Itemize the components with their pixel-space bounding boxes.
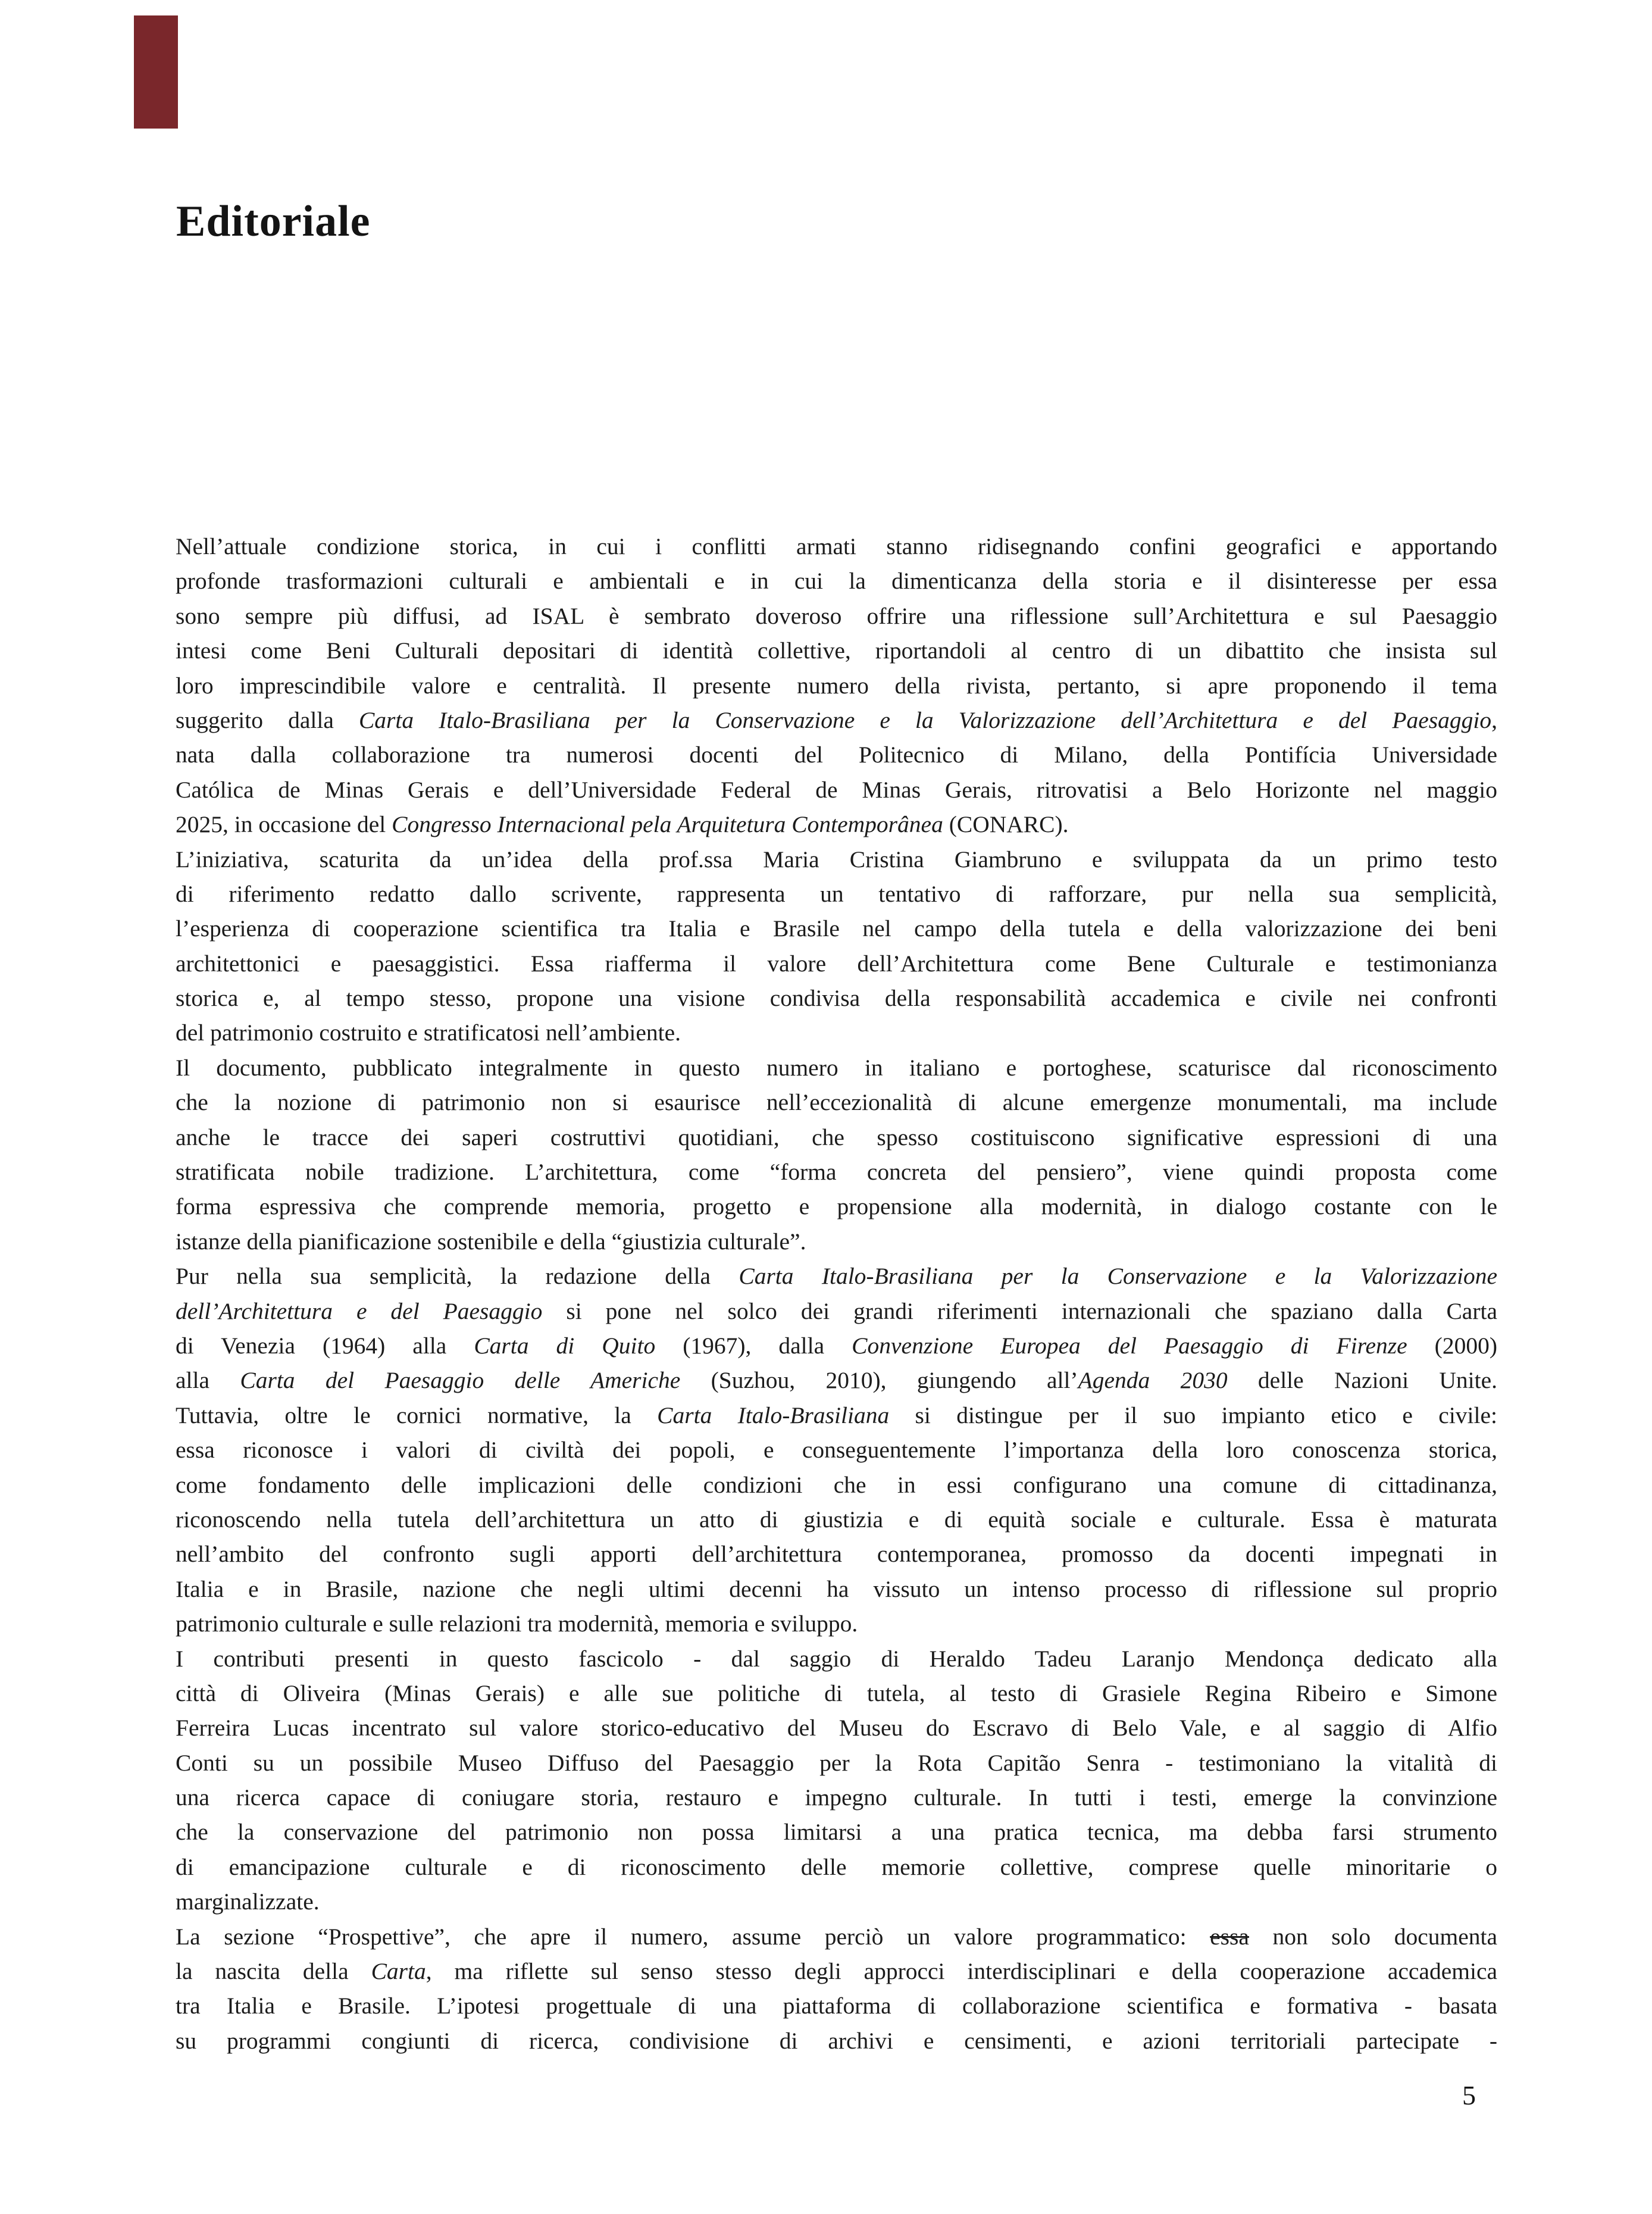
text-line: [176, 1988, 1497, 2023]
text-line: [176, 1710, 1497, 1745]
text-segment: che la nozione di patrimonio non si esaurisce nell’eccezionalità di alcune emergenze monumentali, ma include: [176, 1089, 1497, 1116]
text-line: [176, 1294, 1497, 1328]
text-segment: Congresso Internacional pela Arquitetura Contemporânea: [392, 811, 943, 838]
text-segment: (Suzhou, 2010), giungendo all’: [680, 1367, 1078, 1394]
text-segment: si distingue per il suo impianto etico e civile:: [889, 1402, 1497, 1428]
text-line: [176, 1502, 1497, 1537]
text-line: [176, 1328, 1497, 1363]
text-segment: forma espressiva che comprende memoria, progetto e propensione alla modernità, in dialogo costante con le: [176, 1193, 1497, 1220]
text-segment: del patrimonio costruito e stratificatosi nell’ambiente.: [176, 1020, 681, 1046]
text-segment: essa: [1210, 1923, 1249, 1950]
page-title: Editoriale: [176, 196, 371, 246]
text-line: [176, 911, 1497, 946]
text-segment: l’esperienza di cooperazione scientifica tra Italia e Brasile nel campo della tutela e della valorizzazione dei beni: [176, 915, 1497, 942]
text-segment: dell’Architettura e del Paesaggio: [176, 1297, 543, 1324]
text-segment: storica e, al tempo stesso, propone una visione condivisa della responsabilità accademica e civile nei confronti: [176, 985, 1497, 1012]
text-segment: suggerito dalla: [176, 706, 359, 733]
text-segment: Carta: [371, 1958, 426, 1985]
text-segment: marginalizzate.: [176, 1888, 320, 1915]
text-segment: Il documento, pubblicato integralmente in questo numero in italiano e portoghese, scaturisce dal riconoscimento: [176, 1054, 1497, 1081]
text-segment: I contributi presenti in questo fascicolo - dal saggio di Heraldo Tadeu Laranjo Mendonça dedicato alla: [176, 1645, 1497, 1672]
text-segment: si pone nel solco dei grandi riferimenti internazionali che spaziano dalla Carta: [542, 1297, 1497, 1324]
text-line: [176, 1537, 1497, 1571]
text-segment: su programmi congiunti di ricerca, condivisione di archivi e censimenti, e azioni territoriali partecipate -: [176, 2027, 1497, 2054]
text-segment: sono sempre più diffusi, ad ISAL è sembrato doveroso offrire una riflessione sull’Architettura e sul Paesaggio: [176, 602, 1497, 629]
text-segment: Conti su un possibile Museo Diffuso del Paesaggio per la Rota Capitão Senra - testimoniano la vitalità di: [176, 1749, 1497, 1776]
text-segment: loro imprescindibile valore e centralità. Il presente numero della rivista, pertanto, si apre proponendo il tema: [176, 672, 1497, 699]
text-line: [176, 946, 1497, 981]
text-segment: profonde trasformazioni culturali e ambientali e in cui la dimenticanza della storia e il disinteresse per essa: [176, 568, 1497, 595]
text-line: [176, 1015, 1497, 1050]
text-segment: Agenda 2030: [1078, 1367, 1228, 1394]
text-segment: Carta Italo-Brasiliana per la Conservazione e la Valorizzazione dell’Architettura e del Paesaggio: [358, 706, 1492, 733]
text-segment: ,: [1491, 706, 1497, 733]
text-line: [176, 1224, 1497, 1259]
text-line: [176, 807, 1497, 842]
text-segment: , ma riflette sul senso stesso degli approcci interdisciplinari e della cooperazione accademica: [425, 1958, 1497, 1985]
page-number: 5: [1462, 2080, 1476, 2110]
text-line: [176, 1676, 1497, 1710]
text-segment: di riferimento redatto dallo scrivente, rappresenta un tentativo di rafforzare, pur nella sua semplicità,: [176, 880, 1497, 907]
text-segment: 2025, in occasione del: [176, 811, 392, 838]
text-line: [176, 1155, 1497, 1189]
text-segment: (CONARC).: [943, 811, 1069, 838]
text-line: [176, 1780, 1497, 1815]
text-segment: Pur nella sua semplicità, la redazione della: [176, 1263, 739, 1290]
text-segment: La sezione “Prospettive”, che apre il numero, assume perciò un valore programmatico:: [176, 1923, 1210, 1950]
text-line: [176, 1919, 1497, 1954]
text-segment: nata dalla collaborazione tra numerosi docenti del Politecnico di Milano, della Pontifícia Universidade: [176, 742, 1497, 768]
text-segment: Carta di Quito: [474, 1332, 656, 1359]
text-segment: L’iniziativa, scaturita da un’idea della prof.ssa Maria Cristina Giambruno e sviluppata da un primo testo: [176, 846, 1497, 873]
text-line: [176, 633, 1497, 668]
text-line: [176, 1815, 1497, 1849]
text-line: [176, 2024, 1497, 2058]
text-line: [176, 773, 1497, 807]
text-segment: di emancipazione culturale e di riconoscimento delle memorie collettive, comprese quelle minoritarie o: [176, 1853, 1497, 1880]
text-segment: tra Italia e Brasile. L’ipotesi progettuale di una piattaforma di collaborazione scientifica e formativa - basata: [176, 1993, 1497, 2019]
text-line: [176, 1850, 1497, 1884]
text-segment: delle Nazioni Unite.: [1227, 1367, 1497, 1394]
text-line: [176, 599, 1497, 633]
text-segment: Católica de Minas Gerais e dell’Universidade Federal de Minas Gerais, ritrovatisi a Belo Horizonte nel maggio: [176, 776, 1497, 803]
text-line: [176, 529, 1497, 564]
text-segment: patrimonio culturale e sulle relazioni tra modernità, memoria e sviluppo.: [176, 1611, 858, 1637]
text-segment: (2000): [1407, 1332, 1497, 1359]
text-line: [176, 981, 1497, 1015]
text-segment: istanze della pianificazione sostenibile e della “giustizia culturale”.: [176, 1228, 806, 1255]
text-segment: una ricerca capace di coniugare storia, restauro e impegno culturale. In tutti i testi, emerge la convinzione: [176, 1784, 1497, 1811]
body-text: [176, 529, 1497, 2058]
text-line: [176, 1468, 1497, 1502]
text-segment: di Venezia (1964) alla: [176, 1332, 474, 1359]
text-segment: Nell’attuale condizione storica, in cui i conflitti armati stanno ridisegnando confini geografici e apportando: [176, 533, 1497, 559]
text-line: [176, 1641, 1497, 1676]
text-segment: Italia e in Brasile, nazione che negli ultimi decenni ha vissuto un intenso processo di riflessione sul proprio: [176, 1575, 1497, 1602]
text-segment: intesi come Beni Culturali depositari di identità collettive, riportandoli al centro di un dibattito che insista sul: [176, 637, 1497, 664]
text-line: [176, 1746, 1497, 1780]
text-line: [176, 668, 1497, 703]
text-segment: Convenzione Europea del Paesaggio di Firenze: [852, 1332, 1407, 1359]
text-line: [176, 1189, 1497, 1224]
text-segment: alla: [176, 1367, 240, 1394]
text-segment: anche le tracce dei saperi costruttivi quotidiani, che spesso costituiscono significative espressioni di una: [176, 1124, 1497, 1150]
text-line: [176, 564, 1497, 598]
text-line: [176, 1363, 1497, 1397]
text-segment: Carta del Paesaggio delle Americhe: [240, 1367, 681, 1394]
text-segment: nell’ambito del confronto sugli apporti dell’architettura contemporanea, promosso da docenti impegnati in: [176, 1541, 1497, 1568]
text-segment: non solo documenta: [1249, 1923, 1497, 1950]
text-segment: architettonici e paesaggistici. Essa riafferma il valore dell’Architettura come Bene Culturale e testimonianza: [176, 950, 1497, 977]
text-line: [176, 1085, 1497, 1119]
section-color-tab: [134, 15, 178, 129]
text-segment: essa riconosce i valori di civiltà dei popoli, e conseguentemente l’importanza della loro conoscenza storica,: [176, 1437, 1497, 1464]
text-line: [176, 1572, 1497, 1606]
text-segment: (1967), dalla: [655, 1332, 852, 1359]
text-segment: come fondamento delle implicazioni delle condizioni che in essi configurano una comune di cittadinanza,: [176, 1471, 1497, 1498]
text-line: [176, 1884, 1497, 1919]
text-segment: Ferreira Lucas incentrato sul valore storico-educativo del Museu do Escravo di Belo Vale, e al saggio di Alfio: [176, 1715, 1497, 1741]
text-segment: Carta Italo-Brasiliana: [657, 1402, 890, 1428]
text-segment: la nascita della: [176, 1958, 371, 1985]
text-segment: Carta Italo-Brasiliana per la Conservazione e la Valorizzazione: [739, 1263, 1497, 1290]
text-line: [176, 842, 1497, 877]
text-line: [176, 1259, 1497, 1293]
text-line: [176, 737, 1497, 772]
text-segment: riconoscendo nella tutela dell’architettura un atto di giustizia e di equità sociale e culturale. Essa è maturata: [176, 1506, 1497, 1533]
text-line: [176, 1954, 1497, 1988]
text-line: [176, 703, 1497, 737]
text-segment: che la conservazione del patrimonio non possa limitarsi a una pratica tecnica, ma debba farsi strumento: [176, 1819, 1497, 1846]
text-line: [176, 1050, 1497, 1085]
text-line: [176, 1120, 1497, 1155]
text-line: [176, 877, 1497, 911]
text-segment: stratificata nobile tradizione. L’architettura, come “forma concreta del pensiero”, viene quindi proposta come: [176, 1159, 1497, 1186]
text-segment: Tuttavia, oltre le cornici normative, la: [176, 1402, 658, 1428]
text-segment: città di Oliveira (Minas Gerais) e alle sue politiche di tutela, al testo di Grasiele Regina Ribeiro e Simone: [176, 1680, 1497, 1706]
text-line: [176, 1606, 1497, 1641]
text-line: [176, 1398, 1497, 1433]
text-line: [176, 1433, 1497, 1467]
